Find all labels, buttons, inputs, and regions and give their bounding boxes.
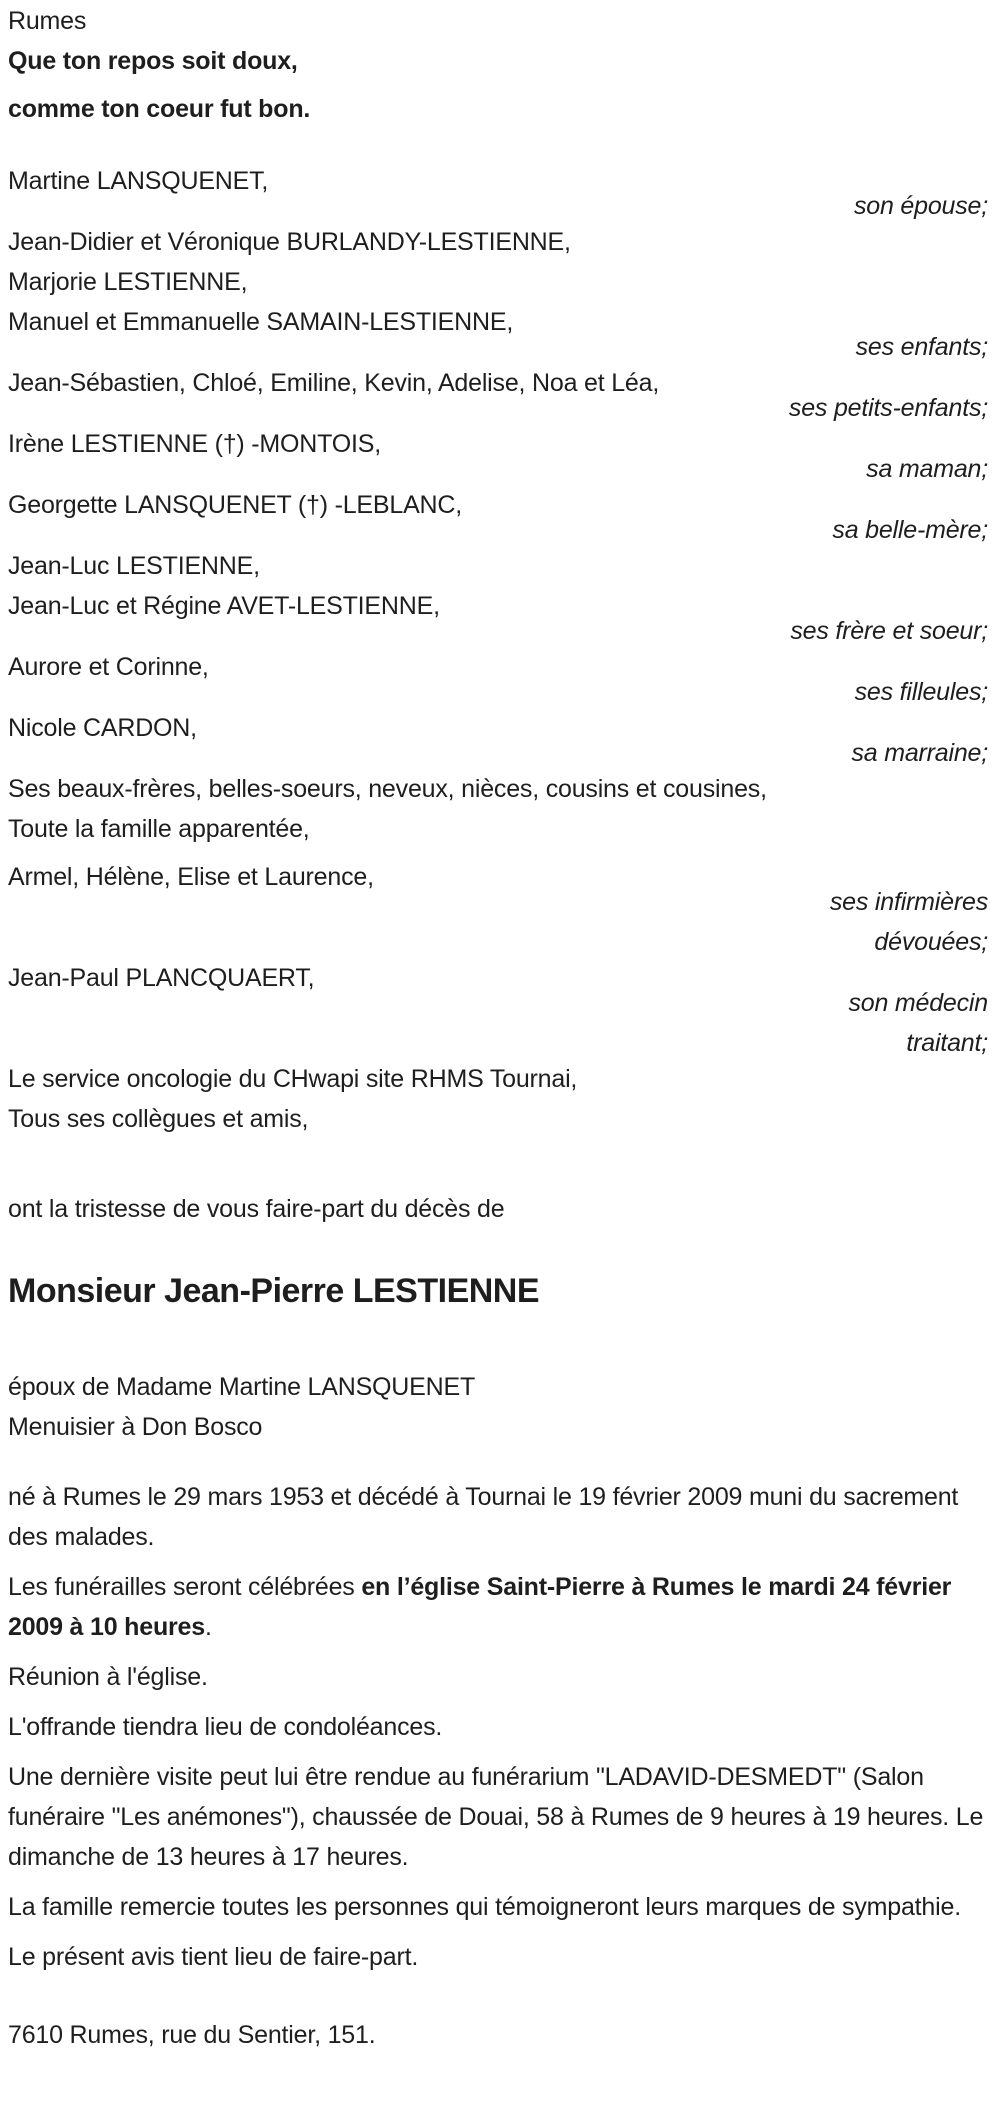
mourner-names bbox=[8, 769, 988, 849]
mourner-name: Toute la famille apparentée, bbox=[8, 815, 310, 843]
mourner-relation: son épouse; bbox=[853, 192, 988, 220]
mourner-relation: dévouées; bbox=[874, 928, 988, 956]
mourner-relation: ses petits-enfants; bbox=[788, 394, 988, 422]
mourner-relation: ses enfants; bbox=[855, 333, 988, 361]
mourner-relation: son médecin bbox=[848, 989, 988, 1017]
deceased-spouse-line: époux de Madame Martine LANSQUENET bbox=[8, 1373, 476, 1401]
mourner-name: Jean-Didier et Véronique BURLANDY-LESTIENNE, bbox=[8, 228, 571, 256]
mourner-group bbox=[8, 546, 988, 651]
mourner-relation: sa maman; bbox=[866, 455, 988, 483]
mourner-relation: ses filleules; bbox=[854, 678, 988, 706]
mourner-name: Jean-Luc et Régine AVET-LESTIENNE, bbox=[8, 592, 440, 620]
deceased-details bbox=[8, 1367, 988, 1447]
funeral-prefix: Les funérailles seront célébrées bbox=[8, 1573, 362, 1601]
mourner-name: Le service oncologie du CHwapi site RHMS Tournai, bbox=[8, 1065, 578, 1093]
mourner-name: Irène LESTIENNE (†) -MONTOIS, bbox=[8, 430, 381, 458]
mourner-group bbox=[8, 485, 988, 550]
mourner-relation: ses infirmières bbox=[829, 888, 988, 916]
mourner-name: Jean-Paul PLANCQUAERT, bbox=[8, 964, 315, 992]
mourner-group bbox=[8, 958, 988, 1063]
mourners-list bbox=[8, 161, 988, 1139]
address-line: 7610 Rumes, rue du Sentier, 151. bbox=[8, 2021, 376, 2049]
announcement-intro: ont la tristesse de vous faire-part du décès de bbox=[8, 1195, 505, 1223]
mourner-relation: sa marraine; bbox=[851, 739, 988, 767]
visitation-paragraph: Une dernière visite peut lui être rendue au funérarium "LADAVID-DESMEDT" (Salon funéraire "Les anémones"), chaussée de Douai, 58 à Rumes de 9 heures à 19 heures. Le dimanche de 13 heures à 17 heures. bbox=[8, 1763, 984, 1871]
deceased-profession-line: Menuisier à Don Bosco bbox=[8, 1413, 263, 1441]
mourner-group bbox=[8, 363, 988, 428]
thanks-paragraph: La famille remercie toutes les personnes qui témoigneront leurs marques de sympathie. bbox=[8, 1893, 961, 1921]
epitaph-line-1: Que ton repos soit doux, bbox=[8, 47, 298, 75]
mourner-relation: traitant; bbox=[906, 1029, 988, 1057]
mourner-name: Martine LANSQUENET, bbox=[8, 167, 269, 195]
mourner-name: Ses beaux-frères, belles-soeurs, neveux, nièces, cousins et cousines, bbox=[8, 775, 767, 803]
mourner-name: Jean-Sébastien, Chloé, Emiline, Kevin, Adelise, Noa et Léa, bbox=[8, 369, 660, 397]
funeral-details-bold: en l’église Saint-Pierre à Rumes le mardi 24 février 2009 à 10 heures bbox=[8, 1573, 952, 1641]
mourner-group bbox=[8, 857, 988, 962]
mourner-name: Armel, Hélène, Elise et Laurence, bbox=[8, 863, 374, 891]
mourner-name: Marjorie LESTIENNE, bbox=[8, 268, 248, 296]
mourner-group bbox=[8, 769, 988, 849]
mourner-name: Georgette LANSQUENET (†) -LEBLANC, bbox=[8, 491, 463, 519]
notice-line: Le présent avis tient lieu de faire-part. bbox=[8, 1943, 419, 1971]
offering-line: L'offrande tiendra lieu de condoléances. bbox=[8, 1713, 443, 1741]
mourner-name: Jean-Luc LESTIENNE, bbox=[8, 552, 260, 580]
mourner-relation: ses frère et soeur; bbox=[790, 617, 988, 645]
reunion-line: Réunion à l'église. bbox=[8, 1663, 208, 1691]
mourner-group bbox=[8, 708, 988, 773]
mourner-group bbox=[8, 424, 988, 489]
mourner-name: Nicole CARDON, bbox=[8, 714, 197, 742]
mourner-names bbox=[8, 1059, 988, 1139]
funeral-paragraph bbox=[8, 1567, 988, 1647]
mourner-group bbox=[8, 647, 988, 712]
mourner-relation: sa belle-mère; bbox=[832, 516, 988, 544]
mourner-name: Aurore et Corinne, bbox=[8, 653, 209, 681]
deceased-name-heading: Monsieur Jean-Pierre LESTIENNE bbox=[8, 1272, 540, 1310]
mourner-group bbox=[8, 222, 988, 367]
mourner-names bbox=[8, 222, 988, 342]
mourner-group bbox=[8, 161, 988, 226]
mourner-name: Tous ses collègues et amis, bbox=[8, 1105, 309, 1133]
funeral-suffix: . bbox=[204, 1613, 212, 1641]
birth-death-paragraph: né à Rumes le 29 mars 1953 et décédé à Tournai le 19 février 2009 muni du sacrement des malades. bbox=[8, 1483, 959, 1551]
epitaph-line-2: comme ton coeur fut bon. bbox=[8, 95, 311, 123]
mourner-group bbox=[8, 1059, 988, 1139]
place-label: Rumes bbox=[8, 7, 87, 35]
mourner-name: Manuel et Emmanuelle SAMAIN-LESTIENNE, bbox=[8, 308, 514, 336]
